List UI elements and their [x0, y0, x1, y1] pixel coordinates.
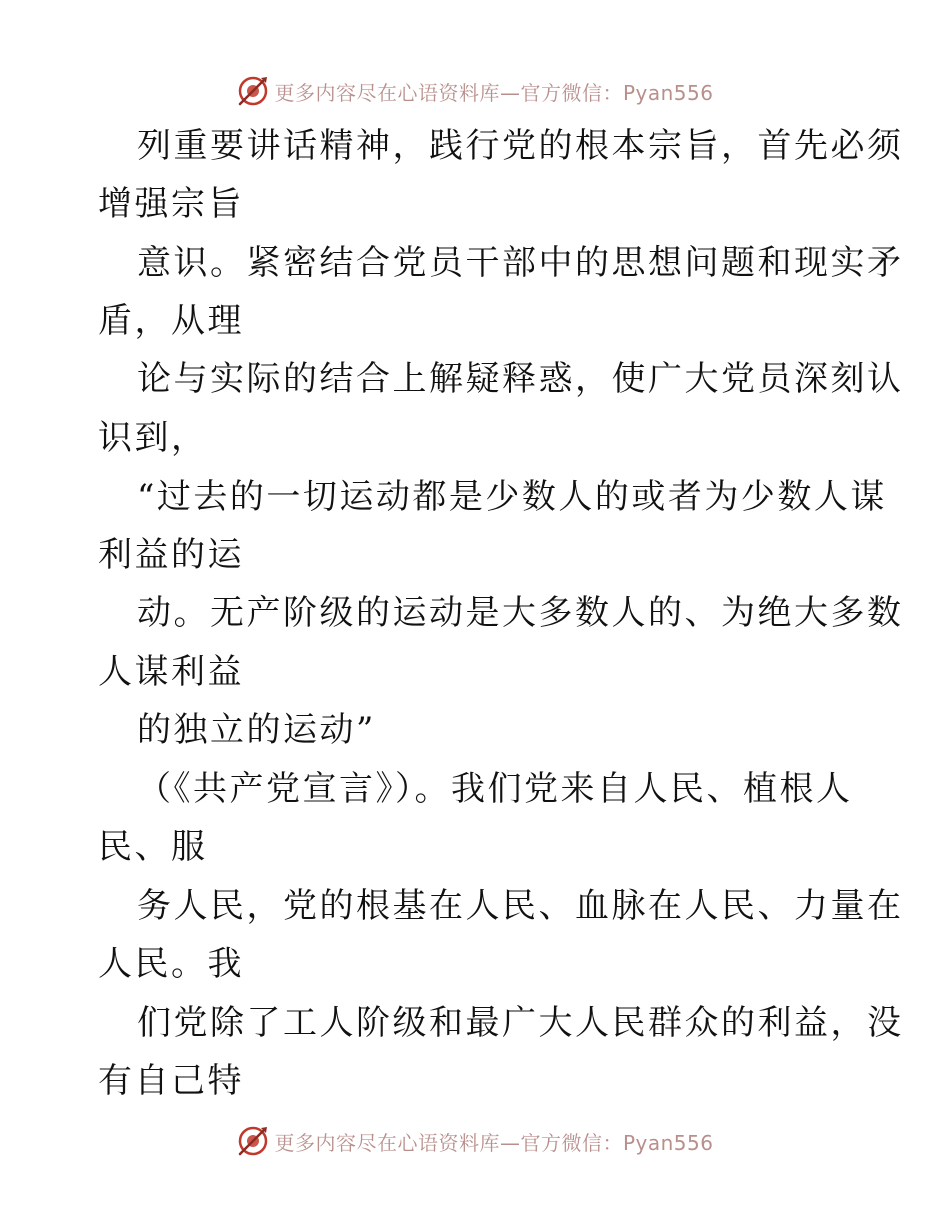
- body-line: 人谋利益: [98, 652, 244, 692]
- body-line: 列重要讲话精神，践行党的根本宗旨，首先必须: [137, 126, 904, 166]
- body-line: 人民。我: [98, 944, 244, 984]
- seal-logo-icon: [236, 74, 270, 108]
- body-line: 民、服: [98, 827, 208, 867]
- body-line: 动。无产阶级的运动是大多数人的、为绝大多数: [137, 593, 904, 633]
- seal-logo-icon: [236, 1124, 270, 1158]
- body-line: 意识。紧密结合党员干部中的思想问题和现实矛: [137, 243, 904, 283]
- watermark-text: 更多内容尽在心语资料库—官方微信：Pyan556: [274, 1130, 714, 1155]
- body-line: 的独立的运动”: [137, 710, 376, 750]
- body-line: 论与实际的结合上解疑释惑，使广大党员深刻认: [137, 359, 904, 399]
- body-line: 盾，从理: [98, 301, 244, 341]
- footer-watermark: [0, 1121, 950, 1161]
- header-watermark: [0, 71, 950, 111]
- body-line: 有自己特: [98, 1061, 244, 1101]
- body-line: 务人民，党的根基在人民、血脉在人民、力量在: [137, 886, 904, 926]
- body-line: 们党除了工人阶级和最广大人民群众的利益，没: [137, 1003, 904, 1043]
- body-line: 利益的运: [98, 535, 244, 575]
- watermark-text: 更多内容尽在心语资料库—官方微信：Pyan556: [274, 80, 714, 105]
- body-line: “过去的一切运动都是少数人的或者为少数人谋: [137, 477, 887, 517]
- body-line: 识到，: [98, 418, 208, 458]
- body-line: （《共产党宣言》）。我们党来自人民、植根人: [137, 769, 853, 809]
- body-line: 增强宗旨: [98, 184, 244, 224]
